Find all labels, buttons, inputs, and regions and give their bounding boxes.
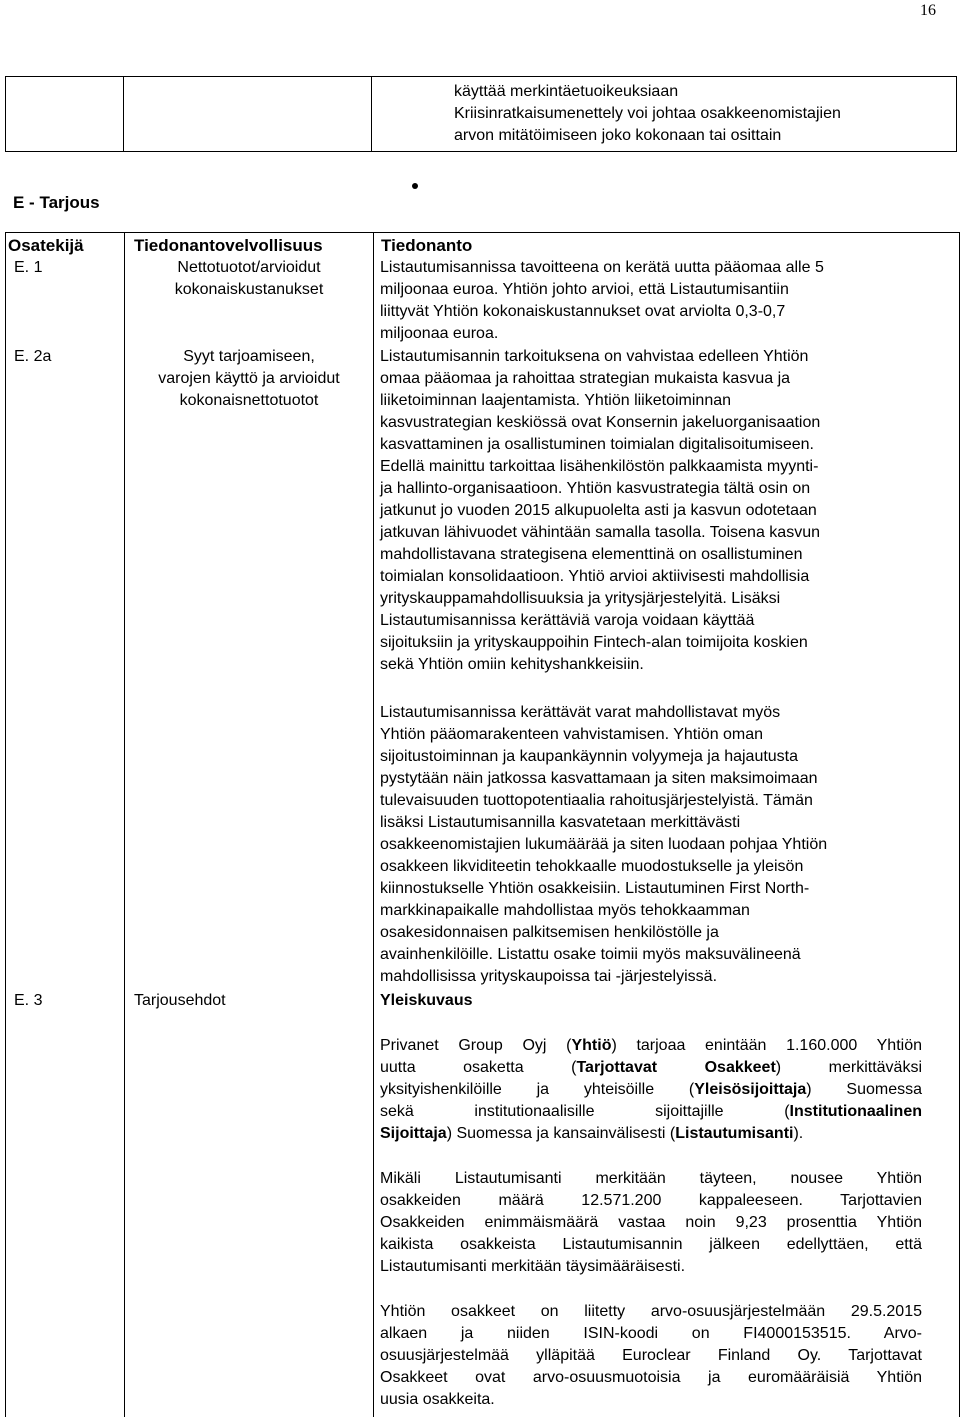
e2a-text-line: jatkunut jo vuoden 2015 alkupuolelta asti ja kasvun odotetaan — [380, 502, 817, 519]
e3-text-line: osakkeiden määrä 12.571.200 kappaleeseen. Tarjottavien — [380, 1192, 922, 1209]
e3-text-line: Listautumisanti merkitään täysimääräisesti. — [380, 1258, 686, 1275]
continuation-bullet-line: Kriisinratkaisumenettely voi johtaa osakkeenomistajien — [454, 105, 841, 122]
e3-text-line: alkaen ja niiden ISIN-koodi on FI4000153515. Arvo- — [380, 1325, 922, 1342]
e2a-text-line: toimialan konsolidaatioon. Yhtiö arvioi aktiivisesti mahdollisia — [380, 568, 810, 585]
e2a-label-line: varojen käyttö ja arvioidut — [158, 370, 340, 387]
e2a-text-line: Listautumisannissa kerättäviä varoja voidaan käyttää — [380, 612, 755, 629]
e1-text-line: miljoonaa euroa. — [380, 325, 499, 342]
e2a-text-line: sijoitustoiminnan ja kaupankäynnin volyymeja ja hajautusta — [380, 748, 799, 765]
e2a-text-line: kiinnostukselle Yhtiön osakkeisiin. Listautuminen First North- — [380, 880, 810, 897]
e2a-text-line: avainhenkilöille. Listattu osake toimii myös maksuvälineenä — [380, 946, 801, 963]
header-tiedonantovelvollisuus: Tiedonantovelvollisuus — [134, 236, 323, 255]
e1-text-line: Listautumisannissa tavoitteena on kerätä uutta pääomaa alle 5 — [380, 259, 824, 276]
e2a-text-line: liiketoiminnan laajentamista. Yhtiön liiketoiminnan — [380, 392, 732, 409]
e2a-text-line: tulevaisuuden tuottopotentiaalia rahoitusjärjestelyistä. Tämän — [380, 792, 813, 809]
e3-heading: Yleiskuvaus — [380, 992, 473, 1009]
e3-text-line: uutta osaketta (Tarjottavat Osakkeet) merkittäväksi — [380, 1059, 922, 1076]
continuation-cell-3 — [372, 77, 957, 152]
page-number: 16 — [920, 2, 936, 19]
e2a-text-line: omaa pääomaa ja rahoittaa strategian mukaista kasvua ja — [380, 370, 791, 387]
e3-paragraph-2 — [380, 1168, 922, 1278]
e3-paragraph-3 — [380, 1301, 922, 1411]
e2a-text-line: Listautumisannin tarkoituksena on vahvistaa edelleen Yhtiön — [380, 348, 809, 365]
e2a-text-line: sekä Yhtiön omiin kehityshankkeisiin. — [380, 656, 644, 673]
e2a-text-line: pystytään näin jatkossa kasvattamaan ja siten maksimoimaan — [380, 770, 818, 787]
e2a-text-line: markkinapaikalle mahdollistaa myös tehokkaamman — [380, 902, 750, 919]
e2a-text-line: osakkeenomistajien lukumäärää ja siten luodaan pohjaa Yhtiön — [380, 836, 828, 853]
e2a-id: E. 2a — [14, 348, 52, 365]
e3-text-line: Sijoittaja) Suomessa ja kansainvälisesti (Listautumisanti). — [380, 1125, 804, 1142]
e2a-paragraph-2 — [380, 702, 920, 988]
continuation-cell-1 — [6, 77, 124, 152]
e2a-text-line: kasvustrategian keskiössä ovat Konsernin jakeluorganisaation — [380, 414, 821, 431]
header-osatekija: Osatekijä — [8, 236, 84, 255]
continuation-cell-2 — [124, 77, 372, 152]
e2a-text-line: jatkuvan lähivuodet vähintään samalla tasolla. Toisena kasvun — [380, 524, 820, 541]
e3-text-line: Yhtiön osakkeet on liitetty arvo-osuusjärjestelmään 29.5.2015 — [380, 1303, 922, 1320]
e2a-text-line: kasvattaminen ja osallistuminen toimialan digitalisoitumiseen. — [380, 436, 814, 453]
e3-text-line: yksityishenkilöille ja yhteisöille (Yleisösijoittaja) Suomessa — [380, 1081, 922, 1098]
e1-text-line: miljoonaa euroa. Yhtiön johto arvioi, että Listautumisantiin — [380, 281, 789, 298]
e2a-text-line: sijoituksiin ja yrityskauppoihin Fintech-alan toimijoita koskien — [380, 634, 808, 651]
e3-text-line: sekä institutionaalisille sijoittajille (Institutionaalinen — [380, 1103, 922, 1120]
e2a-text-line: osakkeen likviditeetin tehokkaalle muodostukselle ja yleisön — [380, 858, 804, 875]
e3-text-line: Privanet Group Oyj (Yhtiö) tarjoaa enintään 1.160.000 Yhtiön — [380, 1037, 922, 1054]
e2a-text-line: mahdollistavana strategisena elementtinä on osallistuminen — [380, 546, 803, 563]
e1-label-line: kokonaiskustanukset — [174, 281, 324, 298]
bullet-icon — [412, 183, 418, 189]
e1-id: E. 1 — [14, 259, 43, 276]
column-divider — [373, 233, 374, 1417]
column-divider — [124, 233, 125, 1417]
continuation-line: käyttää merkintäetuoikeuksiaan — [454, 83, 679, 100]
e3-text-line: Mikäli Listautumisanti merkitään täyteen, nousee Yhtiön — [380, 1170, 922, 1187]
continuation-line: arvon mitätöimiseen joko kokonaan tai osittain — [454, 127, 782, 144]
e3-id: E. 3 — [14, 992, 43, 1009]
e3-text-line: osuusjärjestelmää ylläpitää Euroclear Finland Oy. Tarjottavat — [380, 1347, 922, 1364]
e1-label — [126, 257, 372, 301]
e1-text — [380, 257, 920, 345]
e1-label-line: Nettotuotot/arvioidut — [177, 259, 321, 276]
e3-text-line: uusia osakkeita. — [380, 1391, 495, 1408]
e2a-label — [126, 346, 372, 412]
e2a-text-line: lisäksi Listautumisannilla kasvatetaan merkittävästi — [380, 814, 741, 831]
e3-text-line: Osakkeiden enimmäismäärä vastaa noin 9,23 prosenttia Yhtiön — [380, 1214, 922, 1231]
e3-paragraph-1 — [380, 1035, 922, 1145]
e3-text-line: kaikista osakkeista Listautumisannin jälkeen edellyttäen, että — [380, 1236, 922, 1253]
e2a-label-line: kokonaisnettotuotot — [179, 392, 319, 409]
e1-text-line: liittyvät Yhtiön kokonaiskustannukset ovat arviolta 0,3-0,7 — [380, 303, 786, 320]
continuation-table — [5, 76, 957, 152]
e2a-text-line: Edellä mainittu tarkoittaa lisähenkilöstön palkkaamista myynti- — [380, 458, 819, 475]
e2a-text-line: Yhtiön pääomarakenteen vahvistamisen. Yhtiön oman — [380, 726, 764, 743]
e2a-text-line: mahdollisissa yrityskaupoissa tai -järjestelyissä. — [380, 968, 718, 985]
e2a-text-line: osakesidonnaisen palkitsemisen henkilöstölle ja — [380, 924, 719, 941]
section-title: E - Tarjous — [13, 193, 100, 212]
header-tiedonanto: Tiedonanto — [381, 236, 473, 255]
e3-label: Tarjousehdot — [134, 992, 226, 1009]
e2a-text-line: Listautumisannissa kerättävät varat mahdollistavat myös — [380, 704, 781, 721]
e2a-text-line: ja hallinto-organisaatioon. Yhtiön kasvustrategia tältä osin on — [380, 480, 811, 497]
e2a-label-line: Syyt tarjoamiseen, — [183, 348, 315, 365]
offer-table — [5, 232, 960, 1417]
e3-text-line: Osakkeet ovat arvo-osuusmuotoisia ja euromääräisiä Yhtiön — [380, 1369, 922, 1386]
e2a-text-line: yrityskauppamahdollisuuksia ja yritysjärjestelyitä. Lisäksi — [380, 590, 781, 607]
e2a-paragraph-1 — [380, 346, 920, 676]
